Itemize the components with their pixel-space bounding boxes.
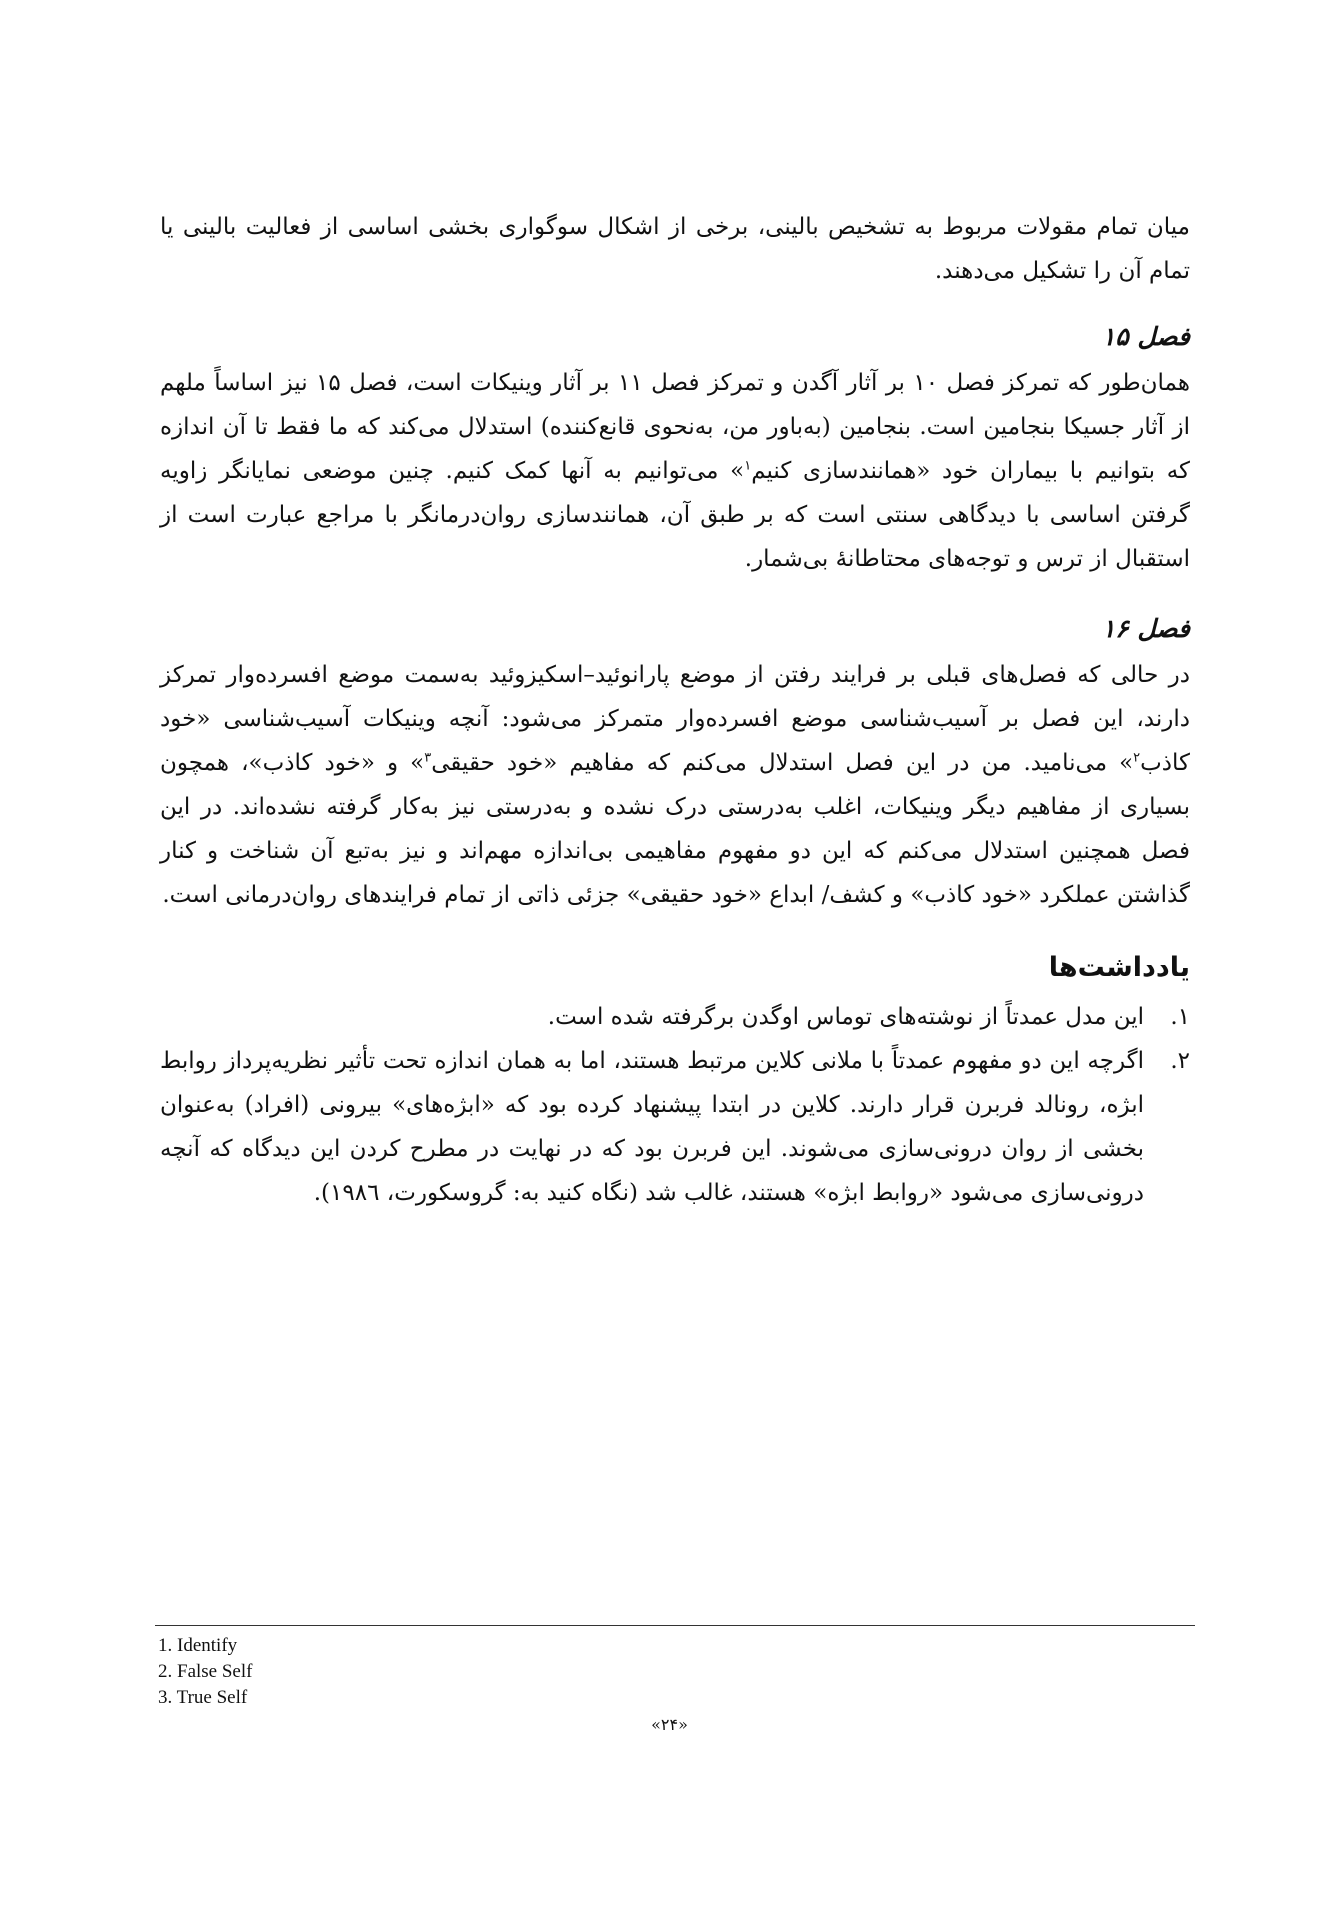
note-item-2 [160,1039,1190,1215]
footnote-2: 2. False Self [158,1661,253,1682]
footnote-3: 3. True Self [158,1687,248,1708]
footnote-1: 1. Identify [158,1635,238,1656]
footnote-ref-2: ۲ [1133,750,1141,766]
page-number: «۲۴» [651,1715,688,1734]
footnote-divider [155,1625,1195,1626]
chapter-15-heading: فصل ۱۵ [1101,322,1190,351]
intro-text: میان تمام مقولات مربوط به تشخیص بالینی، برخی از اشکال سوگواری بخشی اساسی از فعالیت بالینی یا تمام آن را تشکیل می‌دهند. [160,214,1190,284]
notes-heading: یادداشت‌ها [1048,952,1190,983]
chapter-16-text-b: » می‌نامید. من در این فصل استدلال می‌کنم که مفاهیم «خود حقیقی [431,750,1134,776]
chapter-15-paragraph [160,361,1190,581]
chapter-15-text-b: » می‌توانیم به آنها کمک کنیم. چنین موضعی نمایانگر زاویه گرفتن اساسی با دیدگاهی سنتی است که بر طبق آن، همانندسازی روان‌درمانگر با مراجع عبارت است از استقبال از ترس و توجه‌های محتاطانهٔ بی‌شمار. [160,458,1190,572]
chapter-16-paragraph [160,653,1190,917]
chapter-16-text-a: در حالی که فصل‌های قبلی بر فرایند رفتن از موضع پارانوئید–اسکیزوئید به‌سمت موضع افسرده‌وار تمرکز دارند، این فصل بر آسیب‌شناسی موضع افسرده‌وار متمرکز می‌شود: آنچه وینیکات آسیب‌شناسی «خود کاذب [160,662,1190,776]
intro-paragraph [160,205,1190,293]
chapter-16-heading: فصل ۱۶ [1101,614,1190,643]
note-item-1 [160,995,1190,1039]
note-text: این مدل عمدتاً از نوشته‌های توماس اوگدن برگرفته شده است. [547,1004,1144,1030]
footnotes [158,1633,758,1711]
footnote-ref-1: ۱ [744,458,752,474]
notes-list [160,995,1190,1215]
note-number: ۱. [1170,1004,1190,1030]
chapter-16-text-c: » و «خود کاذب»، همچون بسیاری از مفاهیم دیگر وینیکات، اغلب به‌درستی درک نشده و به‌درستی نیز به‌کار گرفته نشده‌اند. در این فصل همچنین استدلال می‌کنم که این دو مفهوم مفاهیمی بی‌اندازه مهم‌اند و نیز به‌تبع آن شناخت و کنار گذاشتن عملکرد «خود کاذب» و کشف/ ابداع «خود حقیقی» جزئی ذاتی از تمام فرایندهای روان‌درمانی است. [160,750,1190,908]
chapter-15-text-a: همان‌طور که تمرکز فصل ۱۰ بر آثار آگدن و تمرکز فصل ۱۱ بر آثار وینیکات است، فصل ۱۵ نیز اساساً ملهم از آثار جسیکا بنجامین است. بنجامین (به‌باور من، به‌نحوی قانع‌کننده) استدلال می‌کند که ما فقط تا آن اندازه که بتوانیم با بیماران خود «همانندسازی کنیم [160,370,1190,484]
footnote-ref-3: ۳ [424,750,432,766]
note-number: ۲. [1170,1048,1190,1074]
main-content [160,205,1190,1215]
note-text: اگرچه این دو مفهوم عمدتاً با ملانی کلاین مرتبط هستند، اما به همان اندازه تحت تأثیر نظریه‌پرداز روابط ابژه، رونالد فربرن قرار دارند. کلاین در ابتدا پیشنهاد کرده بود که «ابژه‌های» بیرونی (افراد) به‌عنوان بخشی از روان درونی‌سازی می‌شوند. این فربرن بود که در نهایت در مطرح کردن این دیدگاه که آنچه درونی‌سازی می‌شود «روابط ابژه» هستند، غالب شد (نگاه کنید به: گروسکورت، ۱۹۸٦). [160,1048,1144,1206]
